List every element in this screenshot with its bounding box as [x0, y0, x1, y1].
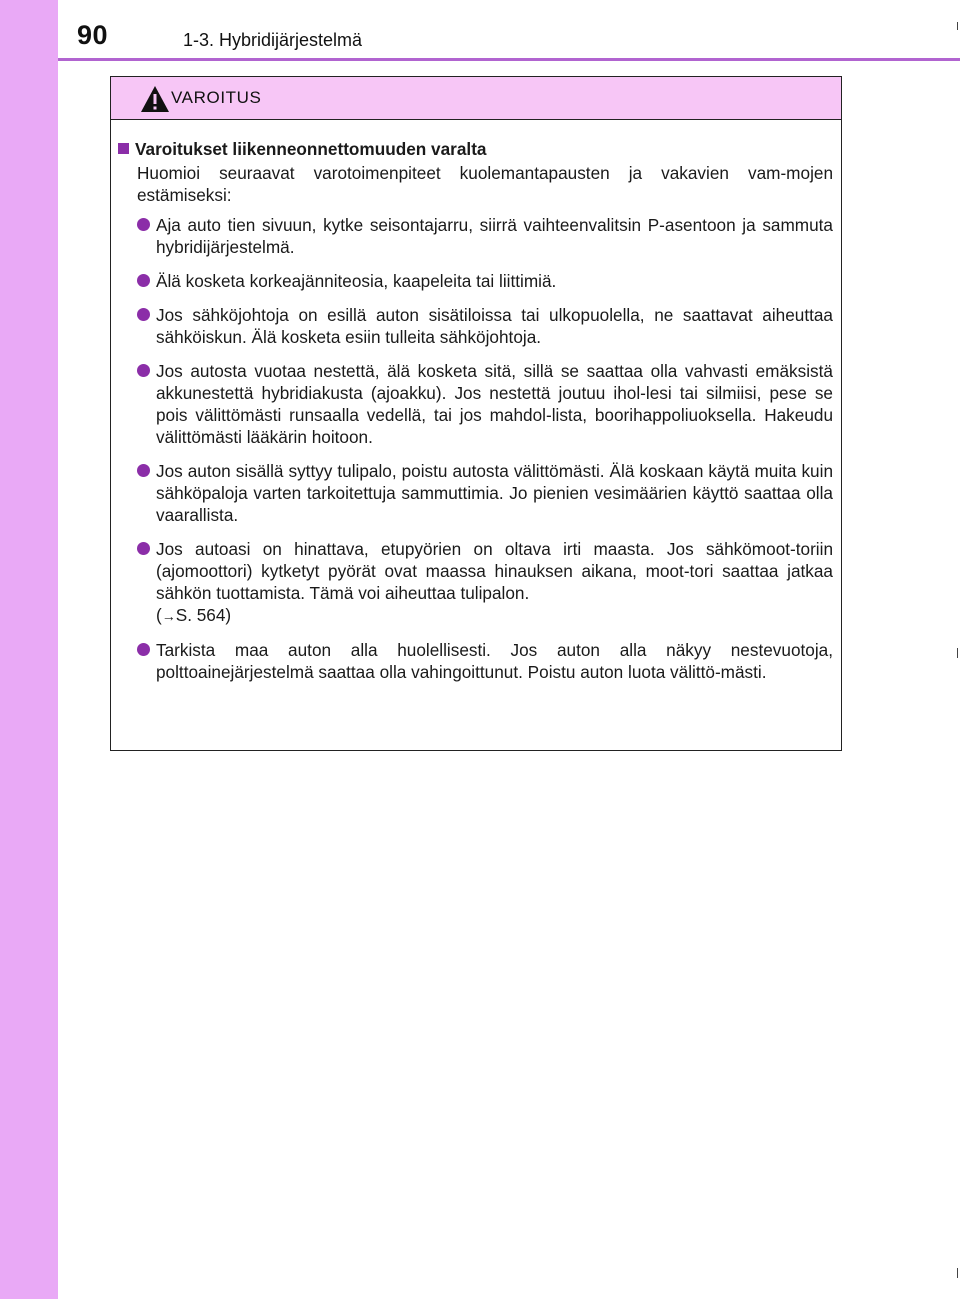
- crop-mark-middle: [957, 648, 958, 658]
- page-reference-link[interactable]: [156, 605, 231, 625]
- list-item: [118, 639, 833, 683]
- bullet-text: Älä kosketa korkeajänniteosia, kaapeleita tai liittimiä.: [156, 271, 557, 291]
- warning-bullet-list: [118, 214, 833, 683]
- list-item: [118, 214, 833, 258]
- bullet-dot-icon: [137, 364, 150, 377]
- arrow-right-icon: →: [161, 608, 176, 624]
- bullet-dot-icon: [137, 643, 150, 656]
- bullet-dot-icon: [137, 308, 150, 321]
- header-divider: [58, 58, 960, 61]
- bullet-dot-icon: [137, 274, 150, 287]
- bullet-text: Aja auto tien sivuun, kytke seisontajarru, siirrä vaihteenvalitsin P-asentoon ja sammuta hybridijärjestelmä.: [156, 215, 833, 257]
- bullet-text: Jos autoasi on hinattava, etupyörien on oltava irti maasta. Jos sähkömoot-toriin (ajomoottori) kytketyt pyörät ovat maassa hinauksen aikana, moot-tori saattaa jatkaa sähkön tuottamista. Tämä voi aiheuttaa tulipalon.: [156, 539, 833, 603]
- bullet-text: Jos auton sisällä syttyy tulipalo, poistu autosta välittömästi. Älä koskaan käytä muita kuin sähköpaloja varten tarkoitettuja sammuttimia. Jo pienien vesimäärien käyttö saattaa olla vaarallista.: [156, 461, 833, 525]
- subheading-text: Varoitukset liikenneonnettomuuden varalta: [135, 139, 487, 159]
- warning-title: VAROITUS: [171, 88, 262, 107]
- warning-triangle-icon: [140, 85, 170, 113]
- list-item: [118, 304, 833, 348]
- bullet-text-with-reference: [156, 538, 833, 627]
- bullet-text: Tarkista maa auton alla huolellisesti. Jos auton alla näkyy nestevuotoja, polttoainejärjestelmä saattaa olla vahingoittunut. Poistu auton luota välittö-mästi.: [156, 640, 833, 682]
- list-item: [118, 538, 833, 627]
- crop-mark-top: [957, 22, 958, 30]
- page-header: [0, 0, 960, 60]
- warning-body: [111, 120, 841, 683]
- list-item: [118, 360, 833, 448]
- side-color-band: [0, 0, 58, 1299]
- section-title: 1-3. Hybridijärjestelmä: [183, 30, 363, 50]
- reference-text: S. 564): [175, 605, 232, 625]
- reference-open-paren: (: [156, 605, 162, 625]
- warning-subheading: [118, 138, 833, 160]
- intro-paragraph: Huomioi seuraavat varotoimenpiteet kuolemantapausten ja vakavien vam-mojen estämiseksi:: [137, 163, 833, 205]
- list-item: [118, 460, 833, 526]
- square-bullet-icon: [118, 143, 129, 154]
- bullet-dot-icon: [137, 464, 150, 477]
- bullet-dot-icon: [137, 218, 150, 231]
- warning-header: [111, 77, 841, 120]
- bullet-text: Jos sähköjohtoja on esillä auton sisätiloissa tai ulkopuolella, ne saattavat aiheuttaa sähköiskun. Älä kosketa esiin tulleita sähköjohtoja.: [156, 305, 833, 347]
- warning-box: [110, 76, 842, 751]
- page-number: 90: [77, 20, 109, 50]
- list-item: [118, 270, 833, 292]
- bullet-dot-icon: [137, 542, 150, 555]
- bullet-text: Jos autosta vuotaa nestettä, älä kosketa sitä, sillä se saattaa olla vahvasti emäksistä akkunestettä hybridiakusta (ajoakku). Jos nestettä joutuu ihol-lesi tai silmiisi, pese se pois välittömästi runsaalla vedellä, tai jos mahdol-lista, boorihappoliuoksella. Hakeudu välittömästi lääkärin hoitoon.: [156, 361, 833, 447]
- crop-mark-bottom: [957, 1268, 958, 1278]
